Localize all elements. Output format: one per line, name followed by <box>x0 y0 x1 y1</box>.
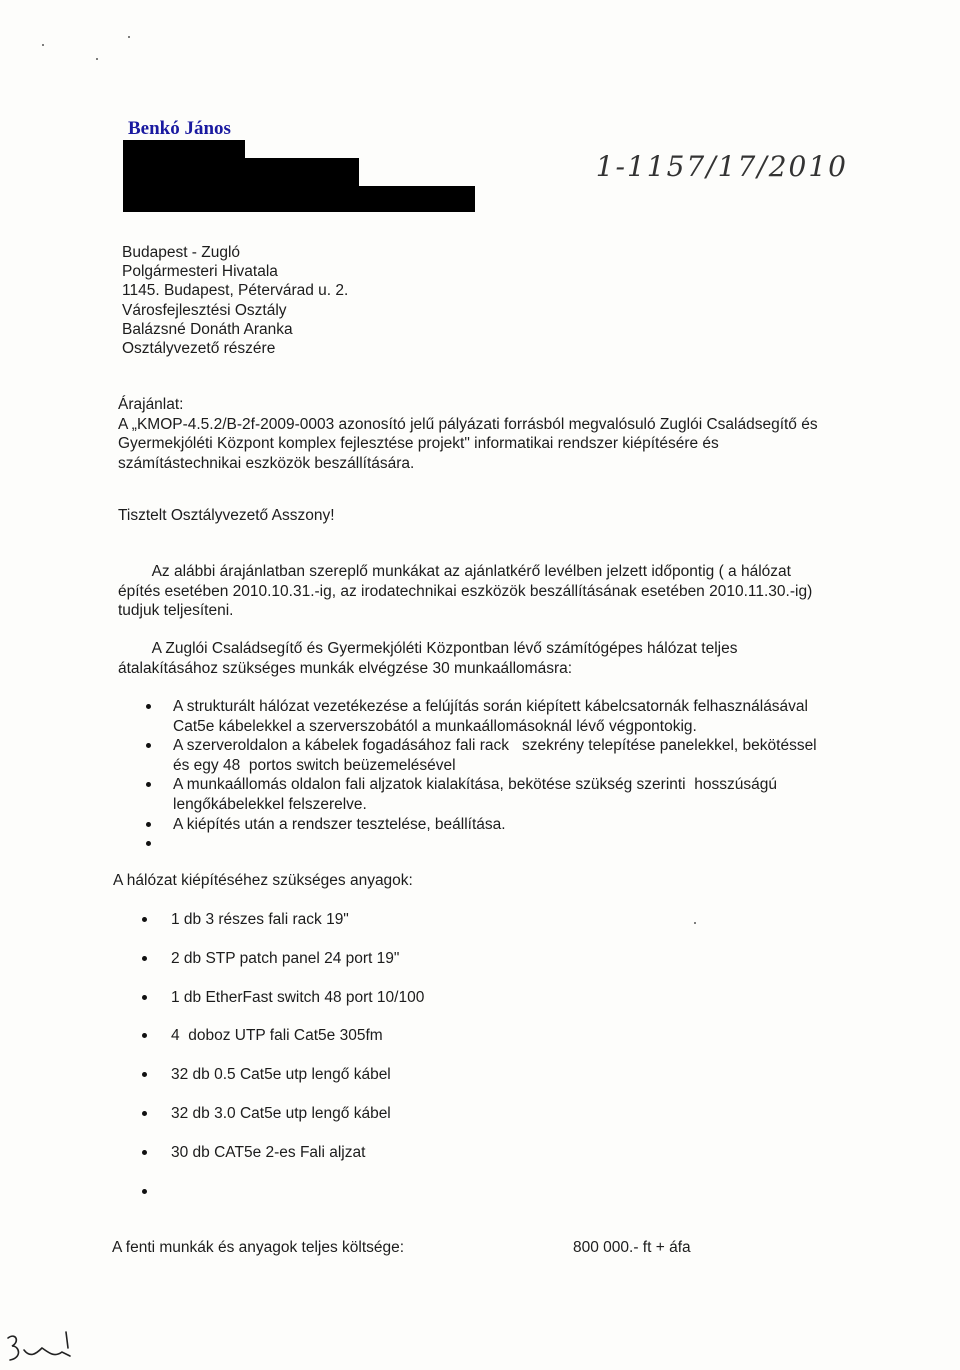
list-item-line: A szerveroldalon a kábelek fogadásához fali rack szekrény telepítése panelekkel, bekötéssel <box>173 737 817 755</box>
material-text: 30 db CAT5e 2-es Fali aljzat <box>171 1143 366 1161</box>
list-item-line: lengőkábelekkel felszerelve. <box>173 795 367 813</box>
recipient-address <box>122 243 522 358</box>
materials-list <box>142 910 742 1220</box>
list-item <box>142 1143 742 1182</box>
list-item <box>146 834 906 854</box>
scan-speck <box>694 922 696 924</box>
bullet-icon <box>146 782 151 787</box>
scan-speck <box>128 36 130 38</box>
paragraph-line: tudjuk teljesíteni. <box>118 602 234 620</box>
subject-line: Gyermekjóléti Központ komplex fejlesztése projekt" informatikai rendszer kiépítésére és <box>118 435 719 453</box>
work-items-list <box>146 697 906 854</box>
paragraph-line: Az alábbi árajánlatban szereplő munkákat az ajánlatkérő levélben jelzett időpontig ( a hálózat <box>118 563 791 580</box>
material-text: 4 doboz UTP fali Cat5e 305fm <box>171 1027 383 1045</box>
bullet-icon <box>142 1189 147 1194</box>
list-item <box>142 1182 742 1221</box>
list-item-line: A munkaállomás oldalon fali aljzatok kialakítása, bekötése szükség szerinti hosszúságú <box>173 776 777 794</box>
address-line: 1145. Budapest, Pétervárad u. 2. <box>122 282 349 300</box>
subject-block <box>118 395 898 473</box>
scan-speck <box>42 44 44 46</box>
list-item <box>146 775 906 814</box>
address-line: Budapest - Zugló <box>122 244 241 261</box>
bullet-icon <box>142 917 147 922</box>
list-item-line: Cat5e kábelekkel a szerverszobától a munkaállomásoknál lévő végpontokig. <box>173 717 697 735</box>
subject-line: számítástechnikai eszközök beszállítására. <box>118 454 415 472</box>
list-item <box>146 697 906 736</box>
address-line: Polgármesteri Hivatala <box>122 263 278 281</box>
scan-speck <box>96 58 98 60</box>
redaction-block <box>123 186 475 212</box>
list-item <box>142 910 742 949</box>
list-item <box>142 988 742 1027</box>
address-line: Balázsné Donáth Aranka <box>122 320 293 338</box>
bullet-icon <box>142 1072 147 1077</box>
greeting: Tisztelt Osztályvezető Asszony! <box>118 507 335 524</box>
list-item-line: és egy 48 portos switch beüzemelésével <box>173 756 456 774</box>
total-cost-label: A fenti munkák és anyagok teljes költsége: <box>112 1239 405 1256</box>
bullet-icon <box>142 995 147 1000</box>
redaction-block <box>123 140 245 160</box>
list-item-line: A kiépítés után a rendszer tesztelése, beállítása. <box>173 815 506 833</box>
subject-line: Árajánlat: <box>118 396 184 413</box>
bullet-icon <box>146 841 151 846</box>
material-text: 32 db 0.5 Cat5e utp lengő kábel <box>171 1066 391 1084</box>
paragraph-deadline <box>118 562 812 621</box>
list-item <box>142 949 742 988</box>
paragraph-line: átalakításához szükséges munkák elvégzése 30 munkaállomásra: <box>118 659 573 677</box>
material-text: 32 db 3.0 Cat5e utp lengő kábel <box>171 1104 391 1122</box>
list-item-line: A strukturált hálózat vezetékezése a felújítás során kiépített kábelcsatornák felhasználásával <box>173 698 808 715</box>
bullet-icon <box>142 1111 147 1116</box>
material-text: 2 db STP patch panel 24 port 19" <box>171 949 400 967</box>
bullet-icon <box>146 704 151 709</box>
list-item <box>146 815 906 835</box>
handwritten-reference-number: 1-1157/17/2010 <box>595 150 848 183</box>
subject-line: A „KMOP-4.5.2/B-2f-2009-0003 azonosító jelű pályázati forrásból megvalósuló Zuglói Családsegítő és <box>118 415 818 433</box>
list-item <box>146 736 906 775</box>
address-line: Osztályvezető részére <box>122 340 276 358</box>
list-item <box>142 1104 742 1143</box>
total-cost-value: 800 000.- ft + áfa <box>573 1239 691 1256</box>
bullet-icon <box>146 822 151 827</box>
materials-title: A hálózat kiépítéséhez szükséges anyagok: <box>113 872 413 889</box>
list-item <box>142 1026 742 1065</box>
list-item <box>142 1065 742 1104</box>
bullet-icon <box>142 956 147 961</box>
material-text: 1 db EtherFast switch 48 port 10/100 <box>171 988 425 1006</box>
handwritten-initials <box>2 1328 82 1368</box>
bullet-icon <box>146 743 151 748</box>
paragraph-line: építés esetében 2010.10.31.-ig, az irodatechnikai eszközök beszállításának esetében 2010.11.30.-ig) <box>118 582 813 600</box>
bullet-icon <box>142 1033 147 1038</box>
material-text: 1 db 3 részes fali rack 19" <box>171 911 349 928</box>
address-line: Városfejlesztési Osztály <box>122 301 287 319</box>
bullet-icon <box>142 1150 147 1155</box>
sender-name: Benkó János <box>128 118 231 139</box>
redaction-block <box>123 158 359 188</box>
paragraph-scope <box>118 639 737 678</box>
paragraph-line: A Zuglói Családsegítő és Gyermekjóléti Központban lévő számítógépes hálózat teljes <box>118 640 738 657</box>
